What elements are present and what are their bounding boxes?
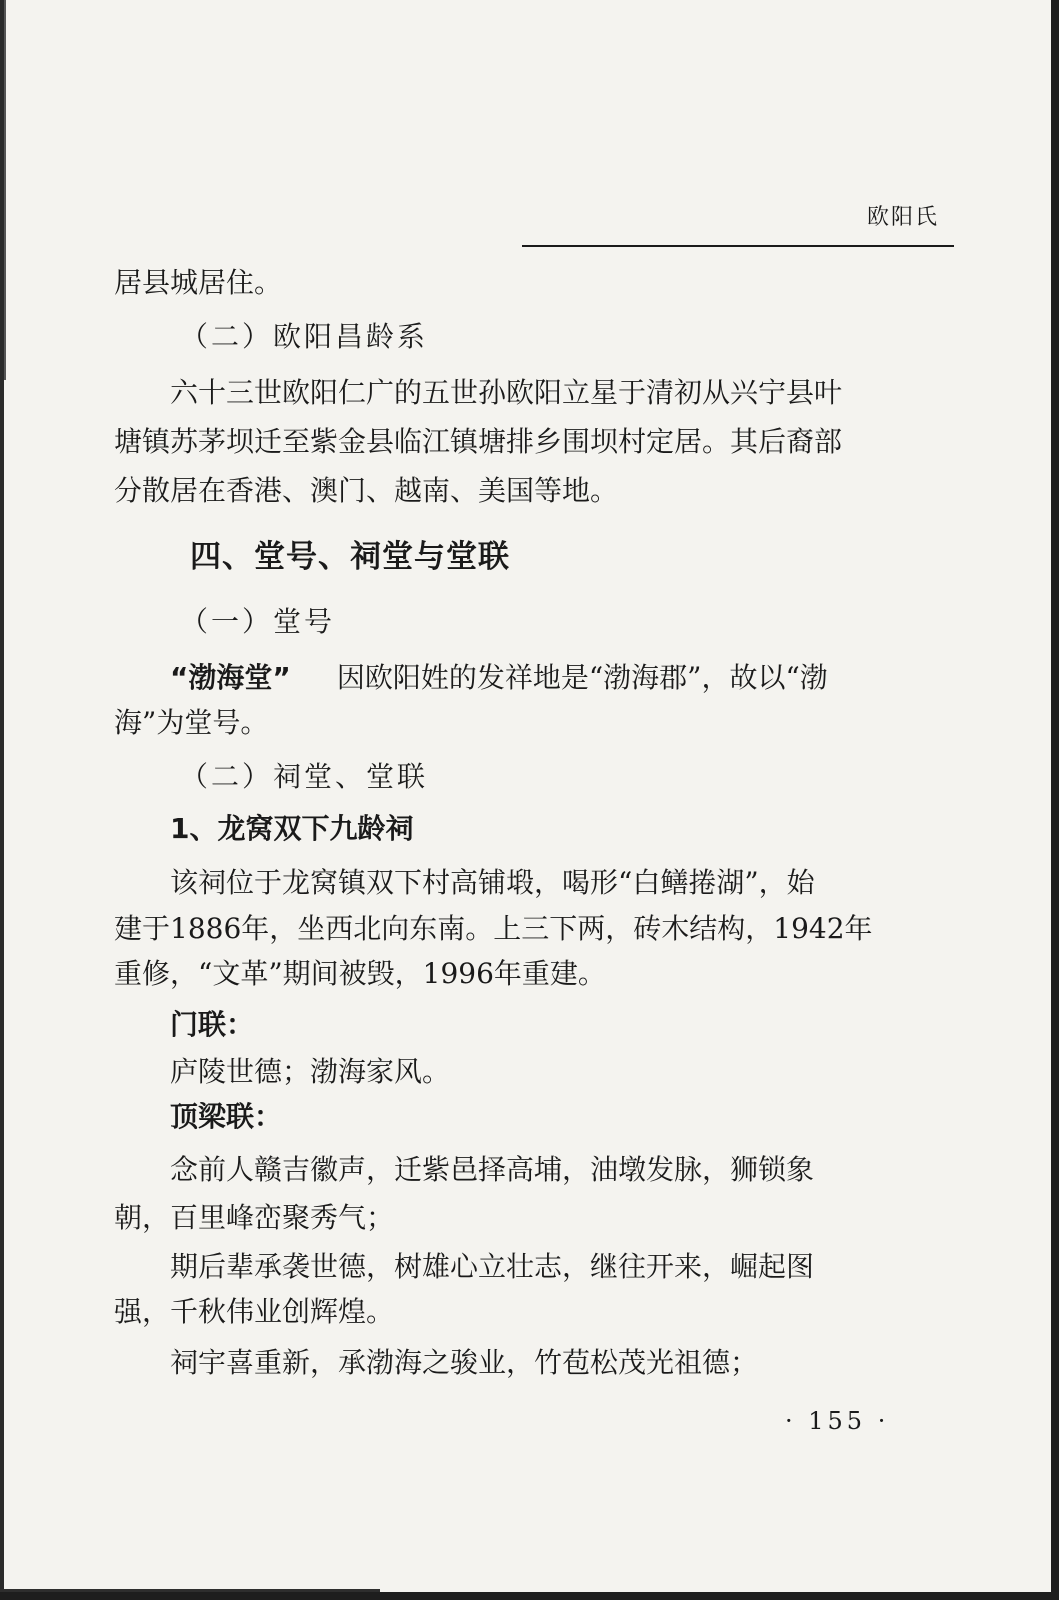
text-line: 庐陵世德；渤海家风。 (170, 1055, 451, 1088)
text-line: 分散居在香港、澳门、越南、美国等地。 (114, 474, 619, 507)
page-number: · 155 · (785, 1407, 890, 1435)
subsection-heading: （一）堂号 (180, 605, 336, 638)
text-line: 祠宇喜重新，承渤海之骏业，竹苞松茂光祖德； (170, 1346, 759, 1379)
item-heading: 1、龙窝双下九龄祠 (170, 812, 414, 845)
text-line: 期后辈承袭世德，树雄心立壮志，继往开来，崛起图 (170, 1250, 815, 1283)
running-head: 欧阳氏 (866, 205, 939, 230)
text-line: 强，千秋伟业创辉煌。 (114, 1295, 395, 1328)
text-line: 海”为堂号。 (114, 706, 269, 739)
text-line: 重修，“文革”期间被毁，1996年重建。 (114, 957, 606, 990)
hall-name-explanation: 因欧阳姓的发祥地是“渤海郡”，故以“渤 (336, 661, 828, 694)
scan-bottom-edge (0, 1592, 1059, 1600)
subsection-heading: （二）欧阳昌龄系 (180, 320, 429, 353)
running-head-rule (522, 245, 954, 247)
scan-left-edge-shadow (4, 0, 6, 380)
text-line: 六十三世欧阳仁广的五世孙欧阳立星于清初从兴宁县叶 (170, 376, 843, 409)
scan-right-edge (1051, 0, 1059, 1600)
scan-bottom-edge-shadow (0, 1589, 380, 1592)
label-line: 门联： (170, 1008, 255, 1041)
subsection-heading: （二）祠堂、堂联 (180, 760, 429, 793)
section-heading: 四、堂号、祠堂与堂联 (190, 539, 510, 575)
text-line: 念前人赣吉徽声，迁紫邑择高埔，油墩发脉，狮锁象 (170, 1153, 815, 1186)
text-line: 建于1886年，坐西北向东南。上三下两，砖木结构，1942年 (114, 912, 873, 945)
text-line (170, 661, 828, 695)
text-line: 朝，百里峰峦聚秀气； (114, 1201, 395, 1234)
hall-name-term: “渤海堂” (170, 661, 291, 694)
label-line: 顶梁联： (170, 1100, 283, 1133)
text-line: 居县城居住。 (114, 266, 283, 299)
text-line: 塘镇苏茅坝迁至紫金县临江镇塘排乡围坝村定居。其后裔部 (114, 425, 843, 458)
text-line: 该祠位于龙窝镇双下村高铺塅，喝形“白鳝捲湖”，始 (170, 866, 815, 899)
